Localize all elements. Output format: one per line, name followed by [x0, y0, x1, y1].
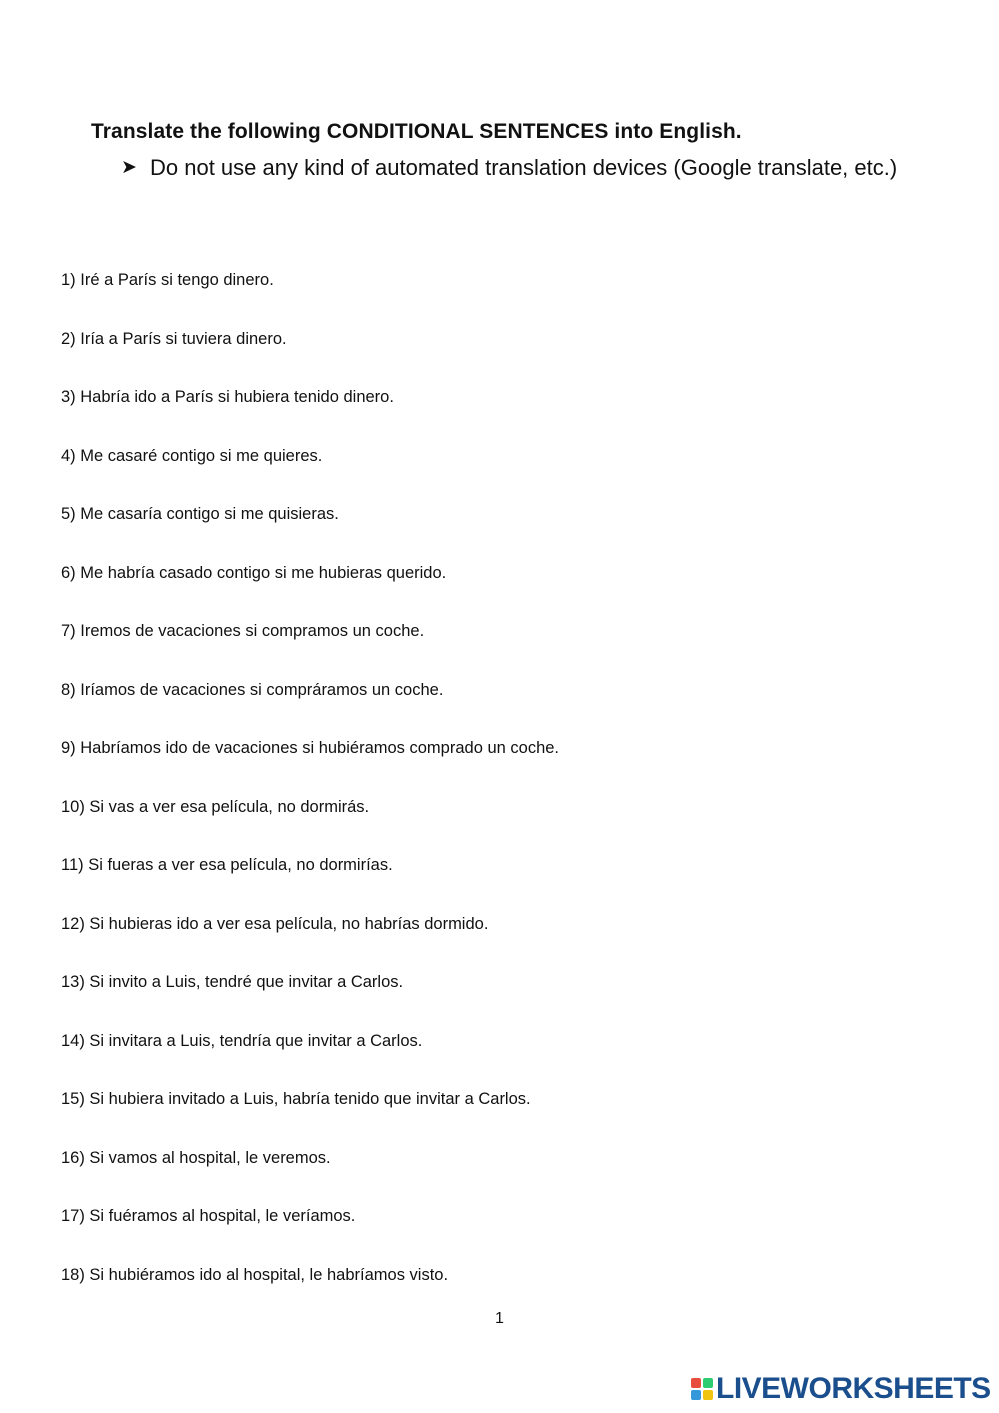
sentence-item: 14) Si invitara a Luis, tendría que invitar a Carlos. — [61, 1031, 423, 1050]
sentence-item: 11) Si fueras a ver esa película, no dormirías. — [61, 856, 393, 874]
sentence-item: 7) Iremos de vacaciones si compramos un coche. — [61, 622, 425, 640]
sentence-item: 10) Si vas a ver esa película, no dormirás. — [61, 797, 370, 816]
sentence-item: 1) Iré a París si tengo dinero. — [61, 271, 274, 289]
logo-square — [703, 1390, 713, 1400]
sentence-item: 16) Si vamos al hospital, le veremos. — [61, 1148, 331, 1167]
sentence-item: 3) Habría ido a París si hubiera tenido dinero. — [61, 388, 394, 406]
logo-square — [691, 1378, 701, 1388]
sentence-item: 5) Me casaría contigo si me quisieras. — [61, 505, 339, 523]
sentence-item: 4) Me casaré contigo si me quieres. — [61, 446, 323, 465]
logo-square — [703, 1378, 713, 1388]
sentence-item: 9) Habríamos ido de vacaciones si hubiéramos comprado un coche. — [61, 739, 560, 757]
instruction-item — [121, 152, 941, 183]
instruction-text: Do not use any kind of automated translation devices (Google translate, etc.) — [150, 155, 898, 180]
liveworksheets-brand[interactable] — [690, 1372, 991, 1406]
sentence-item: 8) Iríamos de vacaciones si compráramos un coche. — [61, 680, 444, 699]
sentence-item: 2) Iría a París si tuviera dinero. — [61, 329, 287, 348]
liveworksheets-logo-icon — [690, 1377, 714, 1401]
sentence-item: 17) Si fuéramos al hospital, le veríamos. — [61, 1207, 356, 1225]
sentence-item: 18) Si hubiéramos ido al hospital, le habríamos visto. — [61, 1265, 449, 1284]
sentence-item: 15) Si hubiera invitado a Luis, habría tenido que invitar a Carlos. — [61, 1090, 531, 1108]
logo-square — [691, 1390, 701, 1400]
page-number: 1 — [495, 1310, 504, 1327]
worksheet-title: Translate the following CONDITIONAL SENTENCES into English. — [91, 120, 742, 143]
brand-name: LIVEWORKSHEETS — [716, 1372, 991, 1405]
sentence-item: 13) Si invito a Luis, tendré que invitar a Carlos. — [61, 973, 404, 991]
sentence-item: 6) Me habría casado contigo si me hubieras querido. — [61, 563, 447, 582]
sentence-list — [61, 268, 559, 1321]
arrow-bullet-icon: ➤ — [121, 157, 137, 178]
sentence-item: 12) Si hubieras ido a ver esa película, no habrías dormido. — [61, 914, 489, 933]
